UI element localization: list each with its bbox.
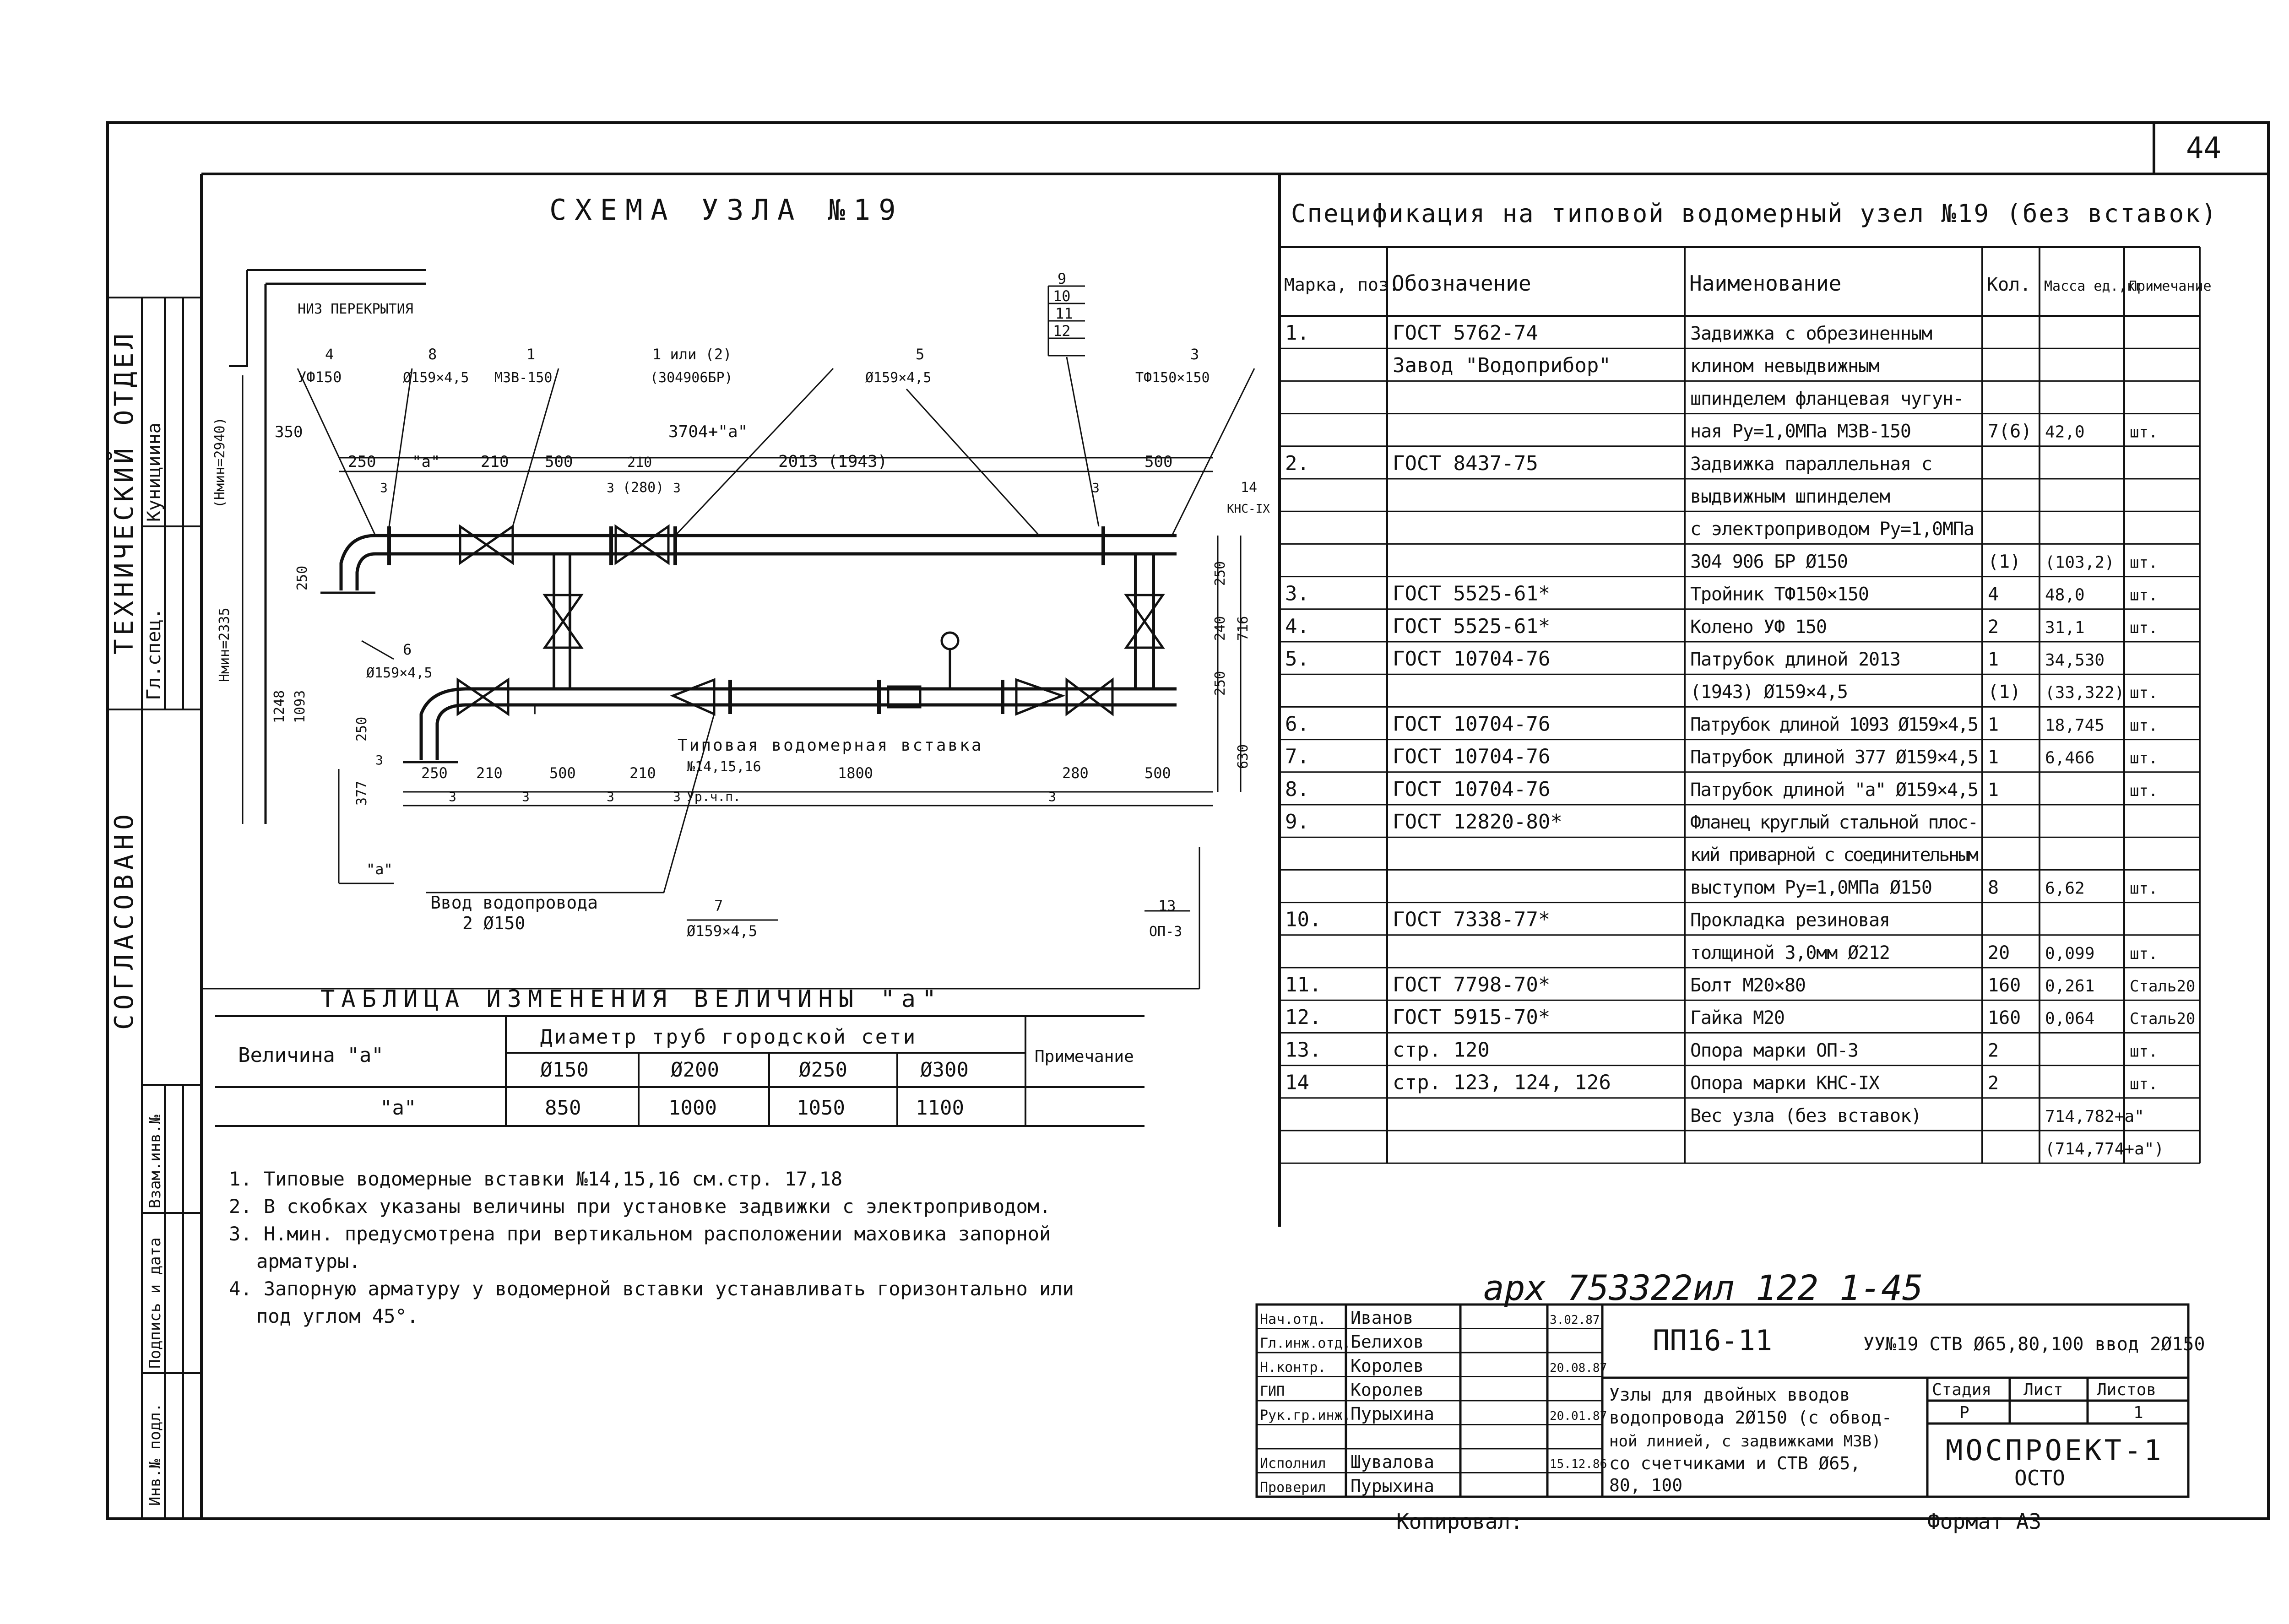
tb-role: Проверил bbox=[1260, 1479, 1326, 1496]
spec-cell: ГОСТ 7798-70* bbox=[1393, 973, 1551, 996]
right-dim-240: 240 bbox=[1212, 616, 1228, 641]
bottom-dim-a: "a" bbox=[366, 861, 393, 878]
spec-cell: 48,0 bbox=[2045, 585, 2085, 605]
callout-4-num: 4 bbox=[325, 346, 334, 363]
spec-cell: шт. bbox=[2130, 749, 2158, 768]
dim-350: 350 bbox=[275, 423, 303, 441]
note-2: 2. В скобках указаны величины при установке задвижки с электроприводом. bbox=[229, 1195, 1051, 1218]
spec-cell: стр. 123, 124, 126 bbox=[1393, 1071, 1611, 1094]
spec-cell: шт. bbox=[2130, 618, 2158, 637]
inlet-label: Ввод водопровода bbox=[430, 893, 598, 913]
callout-13-text: ОП-3 bbox=[1149, 924, 1182, 940]
archive-number: арх 753322ил 122 1-45 bbox=[1483, 1267, 1923, 1308]
spec-cell: Тройник ТФ150×150 bbox=[1690, 584, 1869, 605]
spec-cell: 1 bbox=[1988, 649, 1999, 670]
spec-cell: Патрубок длиной 377 Ø159×4,5 bbox=[1690, 747, 1979, 768]
inlet-diameter: 2 Ø150 bbox=[462, 913, 526, 933]
spec-header-cell: Кол. bbox=[1987, 274, 2031, 295]
spec-cell: 11. bbox=[1285, 973, 1322, 996]
role-label: Гл.спец. bbox=[142, 607, 165, 700]
bot-dim-210: 210 bbox=[476, 764, 503, 782]
top-dim-500b: 500 bbox=[1144, 453, 1173, 471]
spec-cell: стр. 120 bbox=[1393, 1038, 1490, 1062]
spec-cell: (714,774+a") bbox=[2045, 1140, 2164, 1158]
changes-head-value: Величина "a" bbox=[238, 1044, 384, 1067]
description-line-4: со счетчиками и СТВ Ø65, bbox=[1609, 1453, 1861, 1473]
tb-role: Нач.отд. bbox=[1260, 1311, 1326, 1327]
spec-cell: кий приварной с соединительным bbox=[1690, 844, 1979, 866]
spec-cell: (33,322) bbox=[2045, 683, 2125, 703]
callout-14-num: 14 bbox=[1241, 480, 1258, 496]
spec-cell: (103,2) bbox=[2045, 553, 2115, 572]
spec-cell: 1 bbox=[1988, 747, 1999, 768]
page-number: 44 bbox=[2186, 131, 2222, 165]
callout-8-text: Ø159×4,5 bbox=[403, 370, 469, 386]
note-4-cont: под углом 45°. bbox=[256, 1305, 419, 1327]
sheets-value: 1 bbox=[2133, 1403, 2143, 1422]
spec-cell: 6. bbox=[1285, 712, 1309, 736]
spec-cell: 2 bbox=[1988, 1040, 1999, 1061]
tb-name: Королев bbox=[1351, 1356, 1424, 1376]
callout-5-text: Ø159×4,5 bbox=[865, 370, 932, 386]
spec-cell: шт. bbox=[2130, 781, 2158, 800]
spec-cell: шт. bbox=[2130, 553, 2158, 572]
spec-cell: 8. bbox=[1285, 777, 1309, 801]
bot-dim-210b: 210 bbox=[629, 764, 656, 782]
paper-format: Формат А3 bbox=[1927, 1509, 2042, 1534]
dim-250-top: 250 bbox=[294, 565, 310, 590]
joint-mark: 3 bbox=[673, 480, 681, 495]
spec-cell: Патрубок длиной "a" Ø159×4,5 bbox=[1690, 779, 1979, 801]
description-line-5: 80, 100 bbox=[1609, 1475, 1683, 1495]
joint-mark: 3 bbox=[1048, 789, 1056, 804]
joint-mark: 3 bbox=[607, 789, 614, 804]
callout-1or2-text: (304906БР) bbox=[650, 370, 733, 386]
tb-date: 15.12.86 bbox=[1550, 1457, 1607, 1471]
tb-role: ГИП bbox=[1260, 1383, 1285, 1400]
bot-dim-500b: 500 bbox=[1144, 764, 1171, 782]
callout-10: 10 bbox=[1053, 287, 1071, 305]
spec-cell: Опора марки КНС-IX bbox=[1690, 1072, 1880, 1094]
spec-cell: Задвижка параллельная с bbox=[1690, 453, 1932, 475]
spec-cell: 1 bbox=[1988, 779, 1999, 801]
spec-cell: ГОСТ 5525-61* bbox=[1393, 582, 1551, 606]
spec-cell: ГОСТ 7338-77* bbox=[1393, 908, 1551, 931]
title-block-rows bbox=[1257, 1308, 1607, 1496]
spec-cell: 5. bbox=[1285, 647, 1309, 671]
spec-cell: 12. bbox=[1285, 1006, 1322, 1029]
spec-header-cell: Примечание bbox=[2129, 278, 2212, 294]
callout-6-num: 6 bbox=[403, 641, 412, 658]
hmin-2335-label: Нмин=2335 bbox=[217, 607, 233, 682]
spec-cell: 4. bbox=[1285, 614, 1309, 638]
organization: МОСПРОЕКТ-1 bbox=[1946, 1434, 2164, 1467]
spec-cell: (1) bbox=[1988, 682, 2021, 703]
spec-cell: 34,530 bbox=[2045, 651, 2105, 670]
spec-cell: шт. bbox=[2130, 1042, 2158, 1061]
callout-1-text: МЗВ-150 bbox=[494, 370, 553, 386]
tb-name: Белихов bbox=[1351, 1332, 1424, 1352]
spec-rows bbox=[1284, 271, 2212, 1158]
spec-cell: Завод "Водоприбор" bbox=[1393, 354, 1611, 378]
spec-cell: 20 bbox=[1988, 942, 2010, 964]
spec-cell: шт. bbox=[2130, 423, 2158, 442]
value-200: 1000 bbox=[668, 1096, 717, 1120]
callout-3-text: ТФ150×150 bbox=[1135, 370, 1210, 386]
changes-row-label: "a" bbox=[380, 1096, 417, 1120]
spec-cell: с электроприводом Рy=1,0МПа bbox=[1690, 519, 1974, 540]
callout-9: 9 bbox=[1058, 270, 1067, 287]
spec-cell: ГОСТ 10704-76 bbox=[1393, 777, 1551, 801]
joint-mark: 3 bbox=[522, 789, 530, 804]
spec-cell: 9. bbox=[1285, 810, 1309, 834]
spec-header-cell: Обозначение bbox=[1392, 271, 1531, 296]
bot-dim-280: 280 bbox=[1062, 764, 1089, 782]
department-label: ТЕХНИЧЕСКИЙ ОТДЕЛ bbox=[109, 330, 139, 655]
stamp-inv-label: Инв.№ подл. bbox=[146, 1402, 164, 1506]
sheet-header: Лист bbox=[2023, 1380, 2063, 1399]
spec-cell: 4 bbox=[1988, 584, 1999, 605]
tb-role: Исполнил bbox=[1260, 1456, 1326, 1472]
dim-1248: 1248 bbox=[271, 690, 287, 723]
spec-cell: ГОСТ 10704-76 bbox=[1393, 647, 1551, 671]
tb-name: Пурыхина bbox=[1351, 1476, 1435, 1496]
spec-cell: 0,099 bbox=[2045, 944, 2095, 963]
stamp-replace-label: Взам.инв.№ bbox=[146, 1115, 164, 1208]
callout-6-text: Ø159×4,5 bbox=[366, 665, 433, 681]
spec-cell: Сталь20 bbox=[2130, 977, 2196, 996]
floor-label: НИЗ ПЕРЕКРЫТИЯ bbox=[298, 301, 413, 317]
agreed-label: СОГЛАСОВАНО bbox=[109, 810, 139, 1030]
tb-date: 20.01.87 bbox=[1550, 1409, 1607, 1423]
spec-cell: шт. bbox=[2130, 716, 2158, 735]
scheme-annotations bbox=[212, 270, 1270, 940]
bot-dim-1800: 1800 bbox=[838, 764, 873, 782]
diameter-150: Ø150 bbox=[540, 1058, 589, 1082]
top-dim-250: 250 bbox=[348, 453, 376, 471]
spec-cell: Задвижка с обрезиненным bbox=[1690, 323, 1932, 344]
spec-cell: Опора марки ОП-3 bbox=[1690, 1040, 1859, 1061]
spec-cell: 8 bbox=[1988, 877, 1999, 899]
spec-cell: 10. bbox=[1285, 908, 1322, 931]
joint-mark: 3 bbox=[607, 480, 614, 495]
bot-dim-500: 500 bbox=[549, 764, 576, 782]
value-150: 850 bbox=[545, 1096, 581, 1120]
spec-cell: 13. bbox=[1285, 1038, 1322, 1062]
spec-cell: шт. bbox=[2130, 586, 2158, 605]
spec-cell: Гайка М20 bbox=[1690, 1007, 1785, 1029]
description-line-2: водопровода 2Ø150 (с обвод- bbox=[1609, 1407, 1892, 1428]
dim-1093: 1093 bbox=[292, 690, 308, 723]
organization-sub: ОСТО bbox=[2014, 1466, 2065, 1490]
spec-cell: Болт М20×80 bbox=[1690, 975, 1806, 996]
spec-cell: 1. bbox=[1285, 321, 1309, 345]
callout-7-text: Ø159×4,5 bbox=[687, 922, 758, 940]
spec-cell: шпинделем фланцевая чугун- bbox=[1690, 388, 1964, 410]
bot-dim-250: 250 bbox=[421, 764, 448, 782]
spec-cell: 2. bbox=[1285, 451, 1309, 475]
right-dim-716: 716 bbox=[1235, 616, 1251, 641]
callout-5-num: 5 bbox=[916, 346, 925, 363]
spec-header-cell: Марка, поз. bbox=[1284, 275, 1399, 295]
spec-title: Спецификация на типовой водомерный узел №19 (без вставок) bbox=[1291, 199, 2218, 228]
tb-role: Рук.гр.инж. bbox=[1260, 1407, 1351, 1424]
spec-cell: (1943) Ø159×4,5 bbox=[1690, 682, 1848, 703]
role-name: Кунициина bbox=[144, 422, 165, 522]
joint-mark: 3 bbox=[375, 752, 383, 768]
spec-cell: 42,0 bbox=[2045, 422, 2085, 442]
top-dim-a: "a" bbox=[412, 453, 440, 471]
spec-cell: ГОСТ 5525-61* bbox=[1393, 614, 1551, 638]
spec-cell: 160 bbox=[1988, 1007, 2021, 1029]
callout-13-num: 13 bbox=[1158, 897, 1176, 915]
dim-377: 377 bbox=[354, 780, 370, 806]
note-3: 3. Н.мин. предусмотрена при вертикальном расположении маховика запорной bbox=[229, 1223, 1051, 1245]
spec-cell: 0,064 bbox=[2045, 1009, 2095, 1029]
spec-cell: 6,466 bbox=[2045, 748, 2095, 768]
top-dim-210b: 210 bbox=[627, 455, 652, 471]
spec-cell: ГОСТ 10704-76 bbox=[1393, 712, 1551, 736]
spec-cell: 2 bbox=[1988, 616, 1999, 638]
callout-7-num: 7 bbox=[714, 897, 723, 915]
spec-cell: Колено УФ 150 bbox=[1690, 616, 1827, 638]
spec-cell: 31,1 bbox=[2045, 618, 2085, 637]
spec-cell: 18,745 bbox=[2045, 716, 2105, 735]
spec-cell: клином невыдвижным bbox=[1690, 356, 1880, 377]
spec-cell: Патрубок длиной 2013 bbox=[1690, 649, 1901, 670]
spec-cell: шт. bbox=[2130, 684, 2158, 703]
changes-table-title: ТАБЛИЦА ИЗМЕНЕНИЯ ВЕЛИЧИНЫ "a" bbox=[320, 985, 943, 1013]
tb-role: Н.контр. bbox=[1260, 1359, 1326, 1375]
tb-name: Иванов bbox=[1351, 1308, 1414, 1328]
tb-name: Шувалова bbox=[1351, 1452, 1435, 1472]
spec-cell: 304 906 БР Ø150 bbox=[1690, 551, 1848, 573]
top-dim-2013: 2013 (1943) bbox=[778, 452, 888, 471]
diameter-250: Ø250 bbox=[799, 1058, 847, 1082]
callout-11: 11 bbox=[1055, 305, 1073, 322]
spec-header-cell: Масса ед.,кг bbox=[2044, 278, 2143, 294]
stage-value: Р bbox=[1959, 1403, 1969, 1422]
drawing-code: ПП16-11 bbox=[1653, 1324, 1773, 1357]
spec-cell: Сталь20 bbox=[2130, 1010, 2196, 1029]
right-dim-250: 250 bbox=[1212, 561, 1228, 586]
spec-cell: Вес узла (без вставок) bbox=[1690, 1105, 1922, 1126]
spec-cell: ная Рy=1,0МПа МЗВ-150 bbox=[1690, 421, 1911, 442]
copied-by: Копировал: bbox=[1396, 1509, 1523, 1534]
scheme-title: СХЕМА УЗЛА №19 bbox=[549, 193, 904, 227]
tb-date: 3.02.87 bbox=[1550, 1313, 1600, 1327]
note-4: 4. Запорную арматуру у водомерной вставки устанавливать горизонтально или bbox=[229, 1278, 1074, 1300]
sheets-header: Листов bbox=[2097, 1380, 2157, 1399]
diameter-200: Ø200 bbox=[671, 1058, 719, 1082]
spec-cell: ГОСТ 10704-76 bbox=[1393, 745, 1551, 769]
spec-cell: 7. bbox=[1285, 745, 1309, 769]
description-line-1: Узлы для двойных вводов bbox=[1609, 1385, 1850, 1405]
callout-4-text: УФ150 bbox=[298, 368, 342, 386]
spec-cell: Фланец круглый стальной плос- bbox=[1690, 812, 1979, 833]
spec-cell: шт. bbox=[2130, 1075, 2158, 1093]
spec-cell: толщиной 3,0мм Ø212 bbox=[1690, 942, 1890, 964]
tb-name: Королев bbox=[1351, 1380, 1424, 1400]
stamp-sign-label: Подпись и дата bbox=[146, 1237, 164, 1369]
spec-cell: 6,62 bbox=[2045, 879, 2085, 898]
callout-1or2-num: 1 или (2) bbox=[652, 346, 732, 363]
top-dim-500: 500 bbox=[545, 453, 573, 471]
tee-mark: Т bbox=[531, 702, 539, 717]
spec-cell: выдвижным шпинделем bbox=[1690, 486, 1890, 507]
joint-mark: 3 bbox=[380, 480, 388, 495]
stage-header: Стадия bbox=[1932, 1380, 1992, 1399]
spec-cell: ГОСТ 5762-74 bbox=[1393, 321, 1538, 345]
right-dim-250b: 250 bbox=[1212, 671, 1228, 696]
joint-mark: 3 bbox=[1092, 480, 1100, 495]
tb-role: Гл.инж.отд. bbox=[1260, 1335, 1351, 1352]
value-300: 1100 bbox=[916, 1096, 964, 1120]
spec-cell: ГОСТ 5915-70* bbox=[1393, 1006, 1551, 1029]
spec-header-cell: Наименование bbox=[1689, 271, 1842, 296]
spec-cell: шт. bbox=[2130, 944, 2158, 963]
joint-mark: 3 bbox=[449, 789, 456, 804]
spec-cell: 1 bbox=[1988, 714, 1999, 736]
description-line-3: ной линией, с задвижками МЗВ) bbox=[1609, 1432, 1881, 1451]
callout-1-num: 1 bbox=[526, 346, 536, 363]
spec-cell: 2 bbox=[1988, 1072, 1999, 1094]
spec-cell: шт. bbox=[2130, 879, 2158, 898]
spec-cell: 160 bbox=[1988, 975, 2021, 996]
spec-cell: Прокладка резиновая bbox=[1690, 909, 1890, 931]
spec-cell: 0,261 bbox=[2045, 977, 2095, 996]
node-code: УУ№19 СТВ Ø65,80,100 ввод 2Ø150 bbox=[1863, 1334, 2205, 1355]
callout-12: 12 bbox=[1053, 322, 1071, 340]
value-250: 1050 bbox=[797, 1096, 845, 1120]
tb-date: 20.08.87 bbox=[1550, 1361, 1607, 1375]
diameter-300: Ø300 bbox=[920, 1058, 969, 1082]
hmin-2940-label: (Нмин=2940) bbox=[212, 417, 228, 508]
callout-3-num: 3 bbox=[1190, 346, 1199, 363]
changes-head-note: Примечание bbox=[1035, 1047, 1134, 1066]
top-total-dim: 3704+"a" bbox=[668, 422, 748, 441]
spec-cell: 14 bbox=[1285, 1071, 1309, 1094]
spec-cell: 714,782+a" bbox=[2045, 1107, 2144, 1126]
spec-cell: Патрубок длиной 1093 Ø159×4,5 bbox=[1690, 714, 1979, 736]
note-1: 1. Типовые водомерные вставки №14,15,16 см.стр. 17,18 bbox=[229, 1168, 843, 1190]
spec-cell: 3. bbox=[1285, 582, 1309, 606]
spec-cell: ГОСТ 8437-75 bbox=[1393, 451, 1538, 475]
spec-cell: ГОСТ 12820-80* bbox=[1393, 810, 1562, 834]
top-dim-280: (280) bbox=[623, 480, 664, 496]
callout-14-text: КНС-IX bbox=[1227, 502, 1270, 516]
insert-label: Типовая водомерная вставка bbox=[678, 736, 983, 755]
spec-cell: выступом Рy=1,0МПа Ø150 bbox=[1690, 877, 1932, 899]
tb-name: Пурыхина bbox=[1351, 1404, 1435, 1424]
spec-cell: 7(6) bbox=[1988, 421, 2032, 442]
note-3-cont: арматуры. bbox=[256, 1250, 361, 1272]
floor-level-mark: Ур.ч.п. bbox=[687, 789, 741, 804]
changes-head-diameter: Диаметр труб городской сети bbox=[540, 1025, 917, 1049]
spec-cell: (1) bbox=[1988, 551, 2021, 573]
dim-250-bottom: 250 bbox=[354, 716, 370, 742]
insert-number: №14,15,16 bbox=[687, 759, 761, 775]
right-dim-630: 630 bbox=[1235, 744, 1251, 769]
joint-mark: 3 bbox=[673, 789, 681, 804]
callout-8-num: 8 bbox=[428, 346, 437, 363]
top-dim-210: 210 bbox=[481, 453, 509, 471]
